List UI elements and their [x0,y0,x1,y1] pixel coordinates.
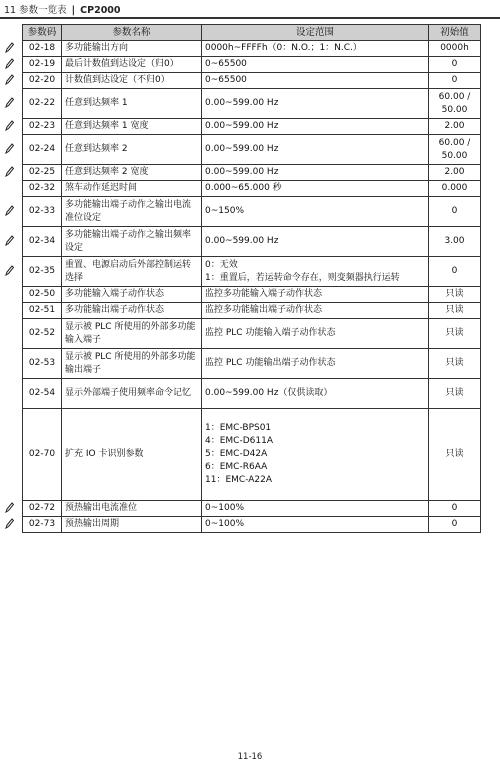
pencil-icon [5,235,14,249]
page-number: 11-16 [237,752,263,762]
param-name: 多功能输出端子动作之输出电流准位设定 [62,197,202,227]
param-range [202,119,429,135]
table-row [23,135,481,165]
table-row [23,197,481,227]
param-default: 0.000 [429,181,481,197]
range-line: 监控 PLC 功能输出端子动作状态 [205,358,336,368]
table-row [23,165,481,181]
range-line: 4：EMC-D611A [205,436,273,446]
param-range [202,57,429,73]
section-title: 11 参数一览表 [4,5,67,16]
param-default: 0000h [429,41,481,57]
param-default: 3.00 [429,227,481,257]
param-default: 0 [429,257,481,287]
param-range [202,197,429,227]
range-line: 1：EMC-BPS01 [205,423,272,433]
range-line: 0.00~599.00 Hz [205,98,279,108]
param-range [202,319,429,349]
range-line: 0.00~599.00 Hz [205,236,279,246]
param-range [202,165,429,181]
param-name: 显示外部端子使用频率命令记忆 [62,379,202,409]
param-name: 多功能输出端子动作状态 [62,303,202,319]
param-default: 0 [429,197,481,227]
param-default: 0 [429,73,481,89]
parameter-table [22,24,481,533]
param-code: 02-51 [23,303,62,319]
param-name: 预热输出电流准位 [62,501,202,517]
param-code: 02-73 [23,517,62,533]
table-row [23,119,481,135]
param-name: 多功能输入端子动作状态 [62,287,202,303]
param-code: 02-32 [23,181,62,197]
range-line: 监控 PLC 功能输入端子动作状态 [205,328,336,338]
param-default: 2.00 [429,165,481,181]
param-code: 02-34 [23,227,62,257]
pencil-icon [5,166,14,180]
param-name: 任意到达频率 2 宽度 [62,165,202,181]
param-name: 多功能输出端子动作之输出频率设定 [62,227,202,257]
param-name: 煞车动作延迟时间 [62,181,202,197]
param-code: 02-25 [23,165,62,181]
param-name: 显示被 PLC 所使用的外部多功能输入端子 [62,319,202,349]
column-header-name: 参数名称 [62,25,202,41]
param-range [202,135,429,165]
column-header-code: 参数码 [23,25,62,41]
range-line: 0.00~599.00 Hz（仅供读取） [205,388,333,398]
table-body [23,41,481,533]
table-row [23,73,481,89]
param-name: 任意到达频率 1 [62,89,202,119]
pencil-icon [5,120,14,134]
param-default: 60.00 / 50.00 [429,135,481,165]
param-name: 多功能输出方向 [62,41,202,57]
param-code: 02-23 [23,119,62,135]
range-line: 1：重置后，若运转命令存在，则变频器执行运转 [205,272,400,283]
header-separator: | [71,5,76,16]
param-default: 0 [429,517,481,533]
range-line: 0~150% [205,206,244,216]
range-line: 0.00~599.00 Hz [205,144,279,154]
param-code: 02-35 [23,257,62,287]
param-range [202,287,429,303]
table-row [23,517,481,533]
range-line: 6：EMC-R6AA [205,462,268,472]
param-code: 02-19 [23,57,62,73]
range-line: 11：EMC-A22A [205,475,273,485]
param-code: 02-50 [23,287,62,303]
range-line: 0~65500 [205,59,247,69]
table-row [23,319,481,349]
param-name: 显示被 PLC 所使用的外部多功能输出端子 [62,349,202,379]
table-row [23,181,481,197]
table-row [23,41,481,57]
param-range [202,73,429,89]
param-range [202,379,429,409]
pencil-icon [5,143,14,157]
param-name: 任意到达频率 2 [62,135,202,165]
param-range [202,227,429,257]
param-range [202,349,429,379]
param-code: 02-24 [23,135,62,165]
pencil-icon [5,42,14,56]
pencil-icon [5,58,14,72]
param-name: 预热输出周期 [62,517,202,533]
param-name: 重置、电源启动后外部控制运转选择 [62,257,202,287]
param-default: 60.00 / 50.00 [429,89,481,119]
table-row [23,349,481,379]
param-range [202,257,429,287]
param-code: 02-18 [23,41,62,57]
param-name: 扩充 IO 卡识别参数 [62,409,202,501]
range-line: 0.00~599.00 Hz [205,121,279,131]
table-row [23,257,481,287]
param-default: 只读 [429,319,481,349]
range-line: 0~65500 [205,75,247,85]
param-code: 02-20 [23,73,62,89]
param-default: 只读 [429,379,481,409]
param-range [202,89,429,119]
pencil-icon [5,502,14,516]
table-row [23,227,481,257]
param-code: 02-33 [23,197,62,227]
model-name: CP2000 [80,5,121,16]
table-row [23,501,481,517]
param-range [202,41,429,57]
param-default: 0 [429,57,481,73]
param-range [202,517,429,533]
column-header-range: 设定范围 [202,25,429,41]
param-code: 02-22 [23,89,62,119]
pencil-icon [5,74,14,88]
param-default: 只读 [429,409,481,501]
param-default: 0 [429,501,481,517]
range-line: 0~100% [205,503,244,513]
param-default: 只读 [429,287,481,303]
range-line: 0：无效 [205,259,238,270]
table-row [23,287,481,303]
param-default: 只读 [429,349,481,379]
range-line: 监控多功能输出端子动作状态 [205,305,323,315]
pencil-icon [5,518,14,532]
param-code: 02-52 [23,319,62,349]
param-range [202,409,429,501]
pencil-icon [5,205,14,219]
table-header-row [23,25,481,41]
range-line: 0.000~65.000 秒 [205,183,282,193]
param-name: 计数值到达设定（不归0） [62,73,202,89]
range-line: 0.00~599.00 Hz [205,167,279,177]
param-code: 02-70 [23,409,62,501]
param-name: 任意到达频率 1 宽度 [62,119,202,135]
pencil-icon [5,265,14,279]
param-range [202,303,429,319]
table-row [23,409,481,501]
header-rule [0,17,500,19]
page-header [4,2,121,16]
table-row [23,379,481,409]
param-range [202,181,429,197]
range-line: 监控多功能输入端子动作状态 [205,289,323,299]
param-default: 2.00 [429,119,481,135]
table-row [23,89,481,119]
param-code: 02-72 [23,501,62,517]
param-range [202,501,429,517]
range-line: 5：EMC-D42A [205,449,268,459]
table-row [23,303,481,319]
pencil-icon [5,97,14,111]
param-name: 最后计数值到达设定（归0） [62,57,202,73]
param-code: 02-54 [23,379,62,409]
param-code: 02-53 [23,349,62,379]
range-line: 0000h~FFFFh（0：N.O.；1：N.C.） [205,43,362,53]
param-default: 只读 [429,303,481,319]
table-row [23,57,481,73]
column-header-default: 初始值 [429,25,481,41]
range-line: 0~100% [205,519,244,529]
